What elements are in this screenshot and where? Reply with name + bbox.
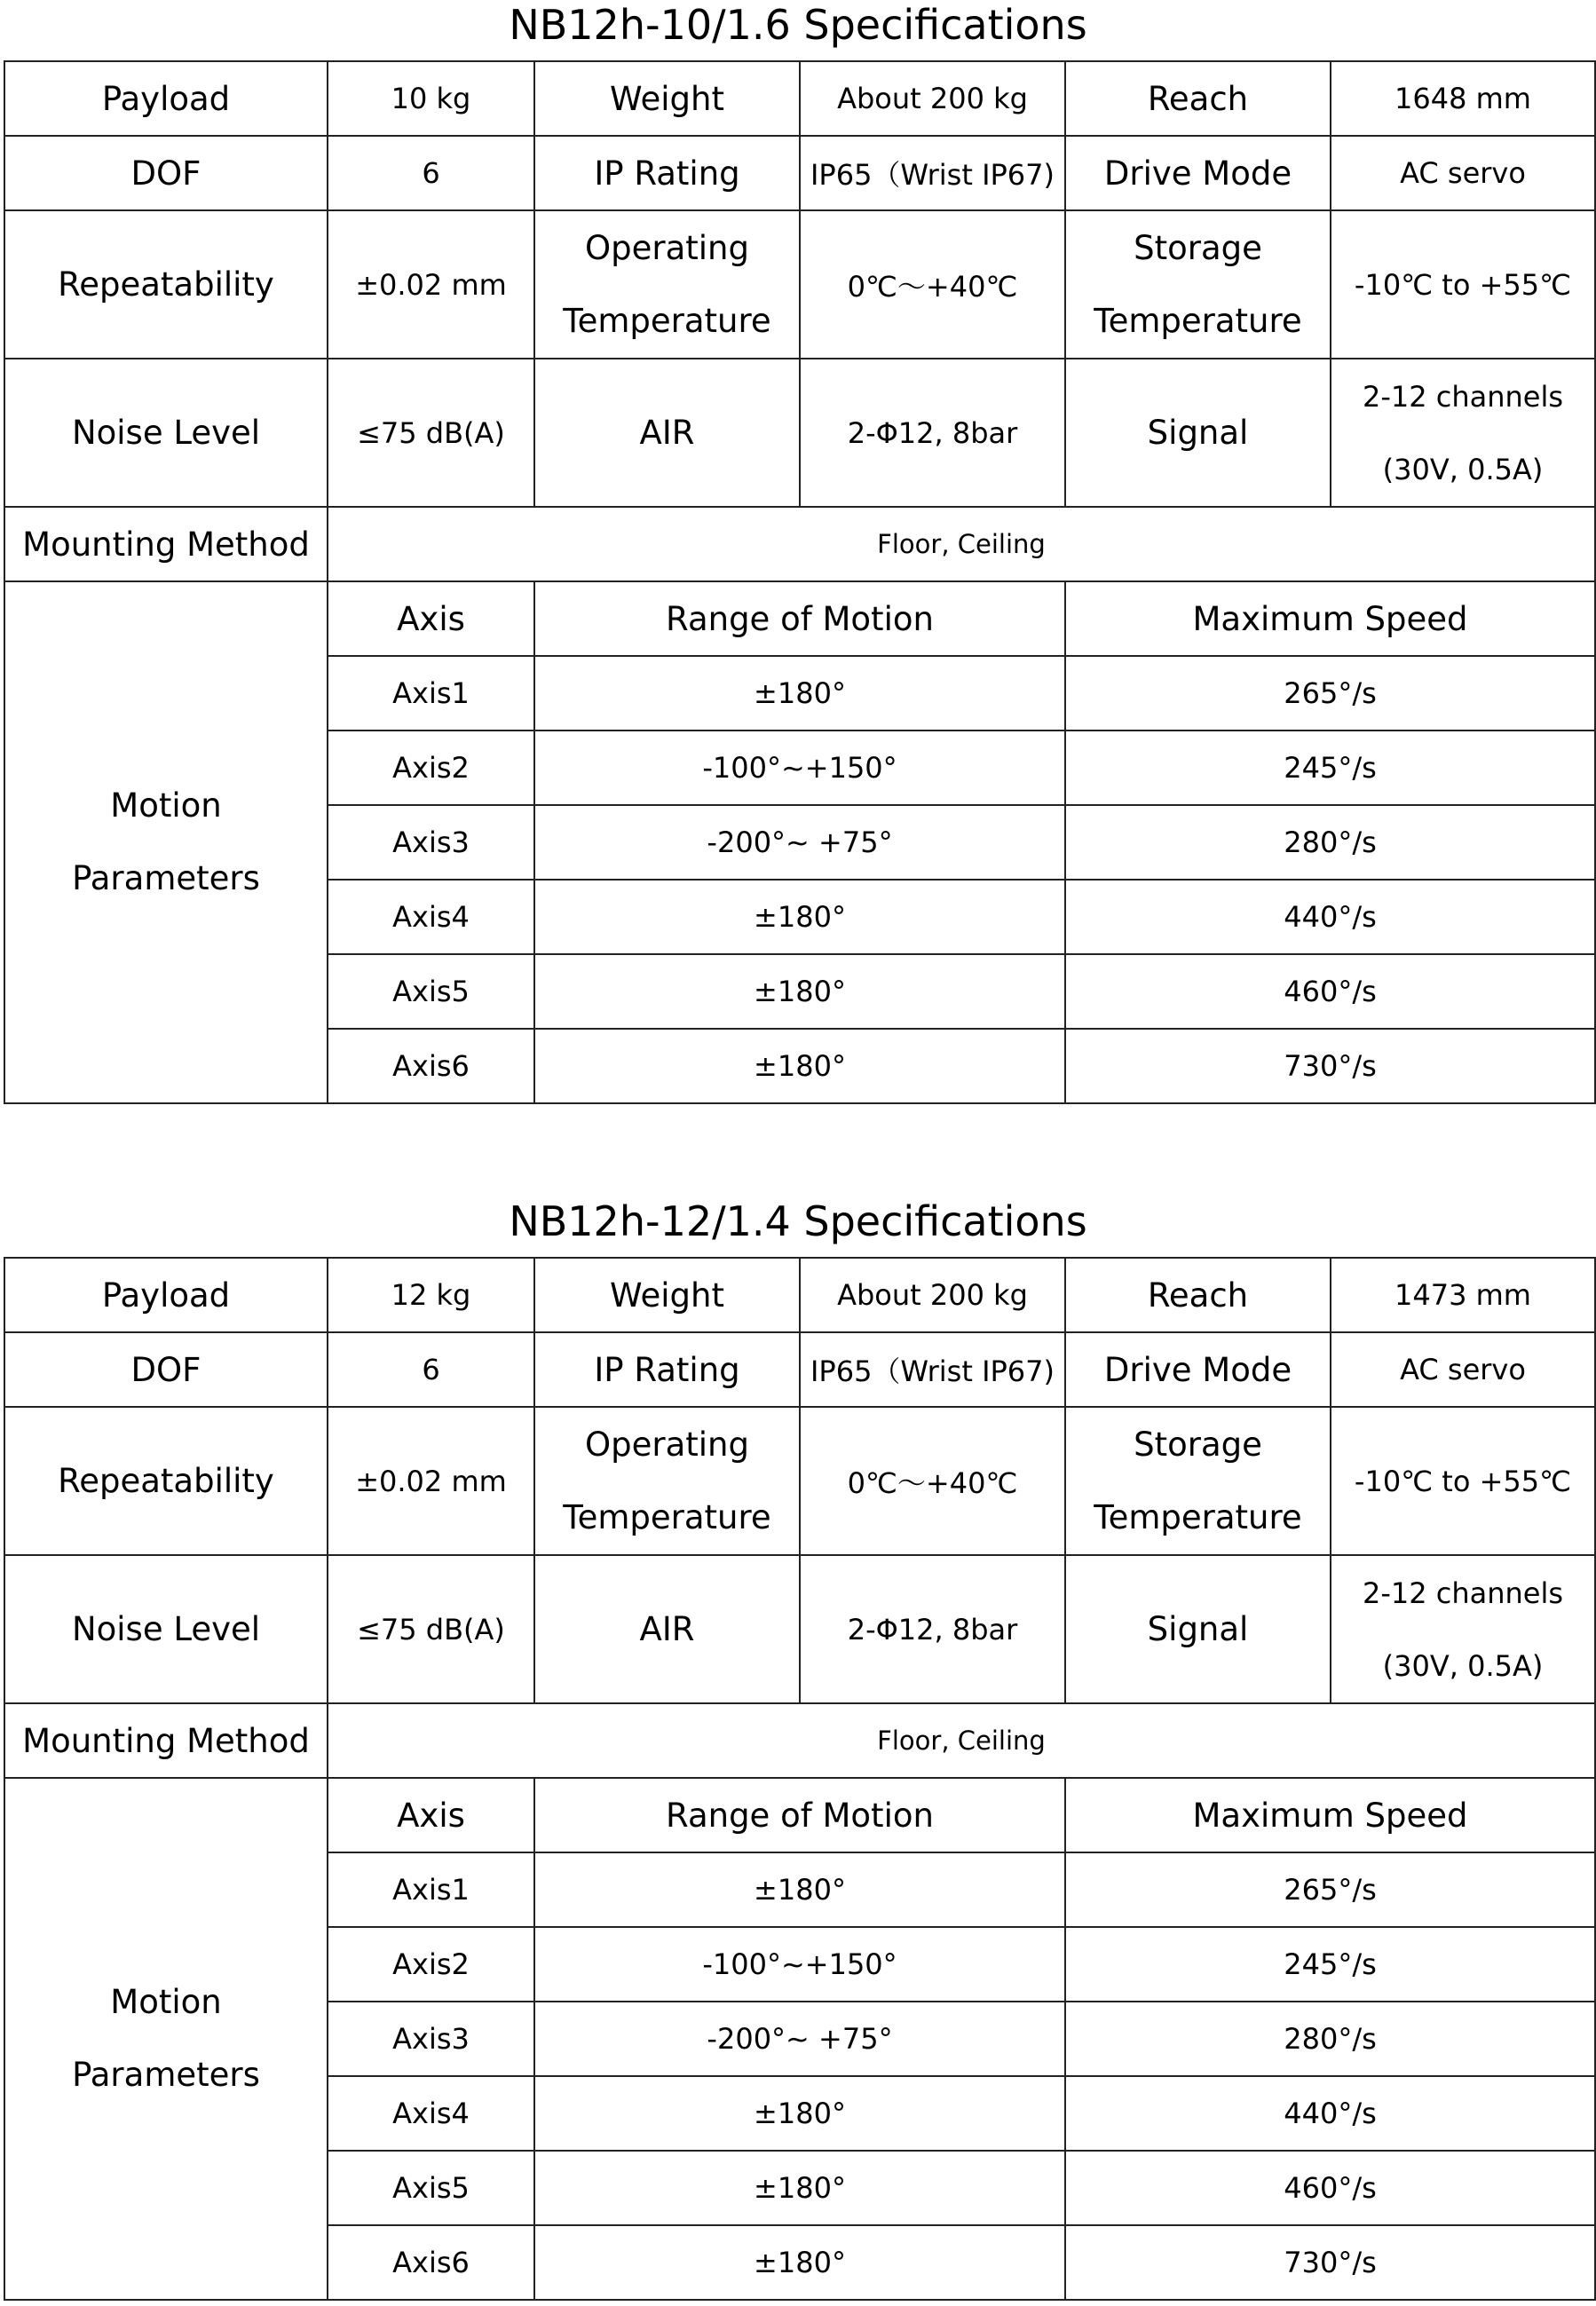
axis-range: ±180°: [534, 1852, 1065, 1927]
drive-mode-label: Drive Mode: [1065, 136, 1331, 210]
axis-speed: 245°/s: [1065, 730, 1595, 805]
mounting-method-label: Mounting Method: [4, 1703, 328, 1778]
repeatability-value: ±0.02 mm: [328, 1407, 534, 1555]
weight-label: Weight: [534, 1258, 800, 1332]
axis-range: ±180°: [534, 2225, 1065, 2300]
dof-label: DOF: [4, 1332, 328, 1407]
signal-value-line-1: 2-12 channels: [1362, 379, 1564, 414]
noise-level-value: ≤75 dB(A): [328, 1555, 534, 1703]
air-label: AIR: [534, 1555, 800, 1703]
dof-label: DOF: [4, 136, 328, 210]
repeatability-label: Repeatability: [4, 1407, 328, 1555]
axis-name: Axis2: [328, 730, 534, 805]
reach-label: Reach: [1065, 1258, 1331, 1332]
maximum-speed-header: Maximum Speed: [1065, 1778, 1595, 1852]
axis-speed: 280°/s: [1065, 805, 1595, 880]
drive-mode-label: Drive Mode: [1065, 1332, 1331, 1407]
axis-speed: 265°/s: [1065, 1852, 1595, 1927]
motion-parameters-label-line-1: Motion: [110, 1983, 222, 2021]
range-of-motion-header: Range of Motion: [534, 1778, 1065, 1852]
operating-temperature-label-line-1: Operating: [585, 1425, 749, 1464]
operating-temperature-label-line-2: Temperature: [563, 301, 771, 340]
axis-name: Axis1: [328, 1852, 534, 1927]
air-value: 2-Φ12, 8bar: [800, 1555, 1065, 1703]
spec-title: NB12h-10/1.6 Specifications: [509, 1, 1087, 49]
operating-temperature-value: 0℃～+40℃: [800, 1407, 1065, 1555]
reach-value: 1648 mm: [1331, 61, 1595, 136]
operating-temperature-label: [534, 1407, 800, 1555]
noise-level-value: ≤75 dB(A): [328, 359, 534, 507]
ip-rating-label: IP Rating: [534, 1332, 800, 1407]
storage-temperature-label: [1065, 1407, 1331, 1555]
axis-range: ±180°: [534, 656, 1065, 730]
storage-temperature-label-line-2: Temperature: [1094, 301, 1302, 340]
operating-temperature-value: 0℃～+40℃: [800, 210, 1065, 359]
operating-temperature-label-line-2: Temperature: [563, 1497, 771, 1536]
range-of-motion-header: Range of Motion: [534, 581, 1065, 656]
spec-title: NB12h-12/1.4 Specifications: [509, 1197, 1087, 1245]
axis-speed: 730°/s: [1065, 1029, 1595, 1103]
axis-speed: 440°/s: [1065, 2076, 1595, 2151]
payload-label: Payload: [4, 61, 328, 136]
axis-name: Axis4: [328, 2076, 534, 2151]
noise-level-label: Noise Level: [4, 1555, 328, 1703]
axis-name: Axis5: [328, 954, 534, 1029]
axis-speed: 440°/s: [1065, 880, 1595, 954]
ip-rating-value: IP65（Wrist IP67): [800, 1332, 1065, 1407]
motion-parameters-label: [4, 1778, 328, 2300]
axis-speed: 265°/s: [1065, 656, 1595, 730]
axis-speed: 280°/s: [1065, 2002, 1595, 2076]
drive-mode-value: AC servo: [1331, 136, 1595, 210]
signal-value-line-1: 2-12 channels: [1362, 1576, 1564, 1610]
mounting-method-label: Mounting Method: [4, 507, 328, 581]
axis-header: Axis: [328, 1778, 534, 1852]
axis-name: Axis6: [328, 1029, 534, 1103]
payload-label: Payload: [4, 1258, 328, 1332]
axis-range: -100°~+150°: [534, 1927, 1065, 2002]
payload-value: 10 kg: [328, 61, 534, 136]
axis-name: Axis5: [328, 2151, 534, 2225]
axis-speed: 730°/s: [1065, 2225, 1595, 2300]
storage-temperature-label-line-1: Storage: [1134, 1425, 1262, 1464]
storage-temperature-label: [1065, 210, 1331, 359]
motion-parameters-label-line-2: Parameters: [72, 859, 260, 897]
air-value: 2-Φ12, 8bar: [800, 359, 1065, 507]
repeatability-label: Repeatability: [4, 210, 328, 359]
axis-speed: 245°/s: [1065, 1927, 1595, 2002]
payload-value: 12 kg: [328, 1258, 534, 1332]
axis-name: Axis3: [328, 805, 534, 880]
operating-temperature-label: [534, 210, 800, 359]
signal-label: Signal: [1065, 1555, 1331, 1703]
axis-range: ±180°: [534, 954, 1065, 1029]
weight-value: About 200 kg: [800, 1258, 1065, 1332]
axis-name: Axis1: [328, 656, 534, 730]
spec-table: [4, 60, 1596, 1104]
axis-range: -100°~+150°: [534, 730, 1065, 805]
spec-table: [4, 1257, 1596, 2301]
signal-value: [1331, 359, 1595, 507]
reach-value: 1473 mm: [1331, 1258, 1595, 1332]
reach-label: Reach: [1065, 61, 1331, 136]
repeatability-value: ±0.02 mm: [328, 210, 534, 359]
ip-rating-value: IP65（Wrist IP67): [800, 136, 1065, 210]
drive-mode-value: AC servo: [1331, 1332, 1595, 1407]
signal-value-line-2: (30V, 0.5A): [1382, 1648, 1544, 1683]
maximum-speed-header: Maximum Speed: [1065, 581, 1595, 656]
axis-name: Axis2: [328, 1927, 534, 2002]
dof-value: 6: [328, 136, 534, 210]
storage-temperature-value: -10℃ to +55℃: [1331, 210, 1595, 359]
mounting-method-value: Floor, Ceiling: [328, 507, 1595, 581]
noise-level-label: Noise Level: [4, 359, 328, 507]
storage-temperature-label-line-2: Temperature: [1094, 1497, 1302, 1536]
axis-name: Axis3: [328, 2002, 534, 2076]
motion-parameters-label-line-2: Parameters: [72, 2056, 260, 2094]
axis-name: Axis6: [328, 2225, 534, 2300]
motion-parameters-label-line-1: Motion: [110, 786, 222, 825]
motion-parameters-label: [4, 581, 328, 1103]
axis-speed: 460°/s: [1065, 2151, 1595, 2225]
ip-rating-label: IP Rating: [534, 136, 800, 210]
weight-label: Weight: [534, 61, 800, 136]
signal-label: Signal: [1065, 359, 1331, 507]
signal-value-line-2: (30V, 0.5A): [1382, 452, 1544, 486]
dof-value: 6: [328, 1332, 534, 1407]
storage-temperature-label-line-1: Storage: [1134, 228, 1262, 267]
signal-value: [1331, 1555, 1595, 1703]
operating-temperature-label-line-1: Operating: [585, 228, 749, 267]
axis-speed: 460°/s: [1065, 954, 1595, 1029]
axis-range: -200°~ +75°: [534, 2002, 1065, 2076]
axis-range: ±180°: [534, 880, 1065, 954]
axis-header: Axis: [328, 581, 534, 656]
weight-value: About 200 kg: [800, 61, 1065, 136]
air-label: AIR: [534, 359, 800, 507]
axis-name: Axis4: [328, 880, 534, 954]
axis-range: ±180°: [534, 2076, 1065, 2151]
axis-range: -200°~ +75°: [534, 805, 1065, 880]
mounting-method-value: Floor, Ceiling: [328, 1703, 1595, 1778]
axis-range: ±180°: [534, 1029, 1065, 1103]
axis-range: ±180°: [534, 2151, 1065, 2225]
storage-temperature-value: -10℃ to +55℃: [1331, 1407, 1595, 1555]
